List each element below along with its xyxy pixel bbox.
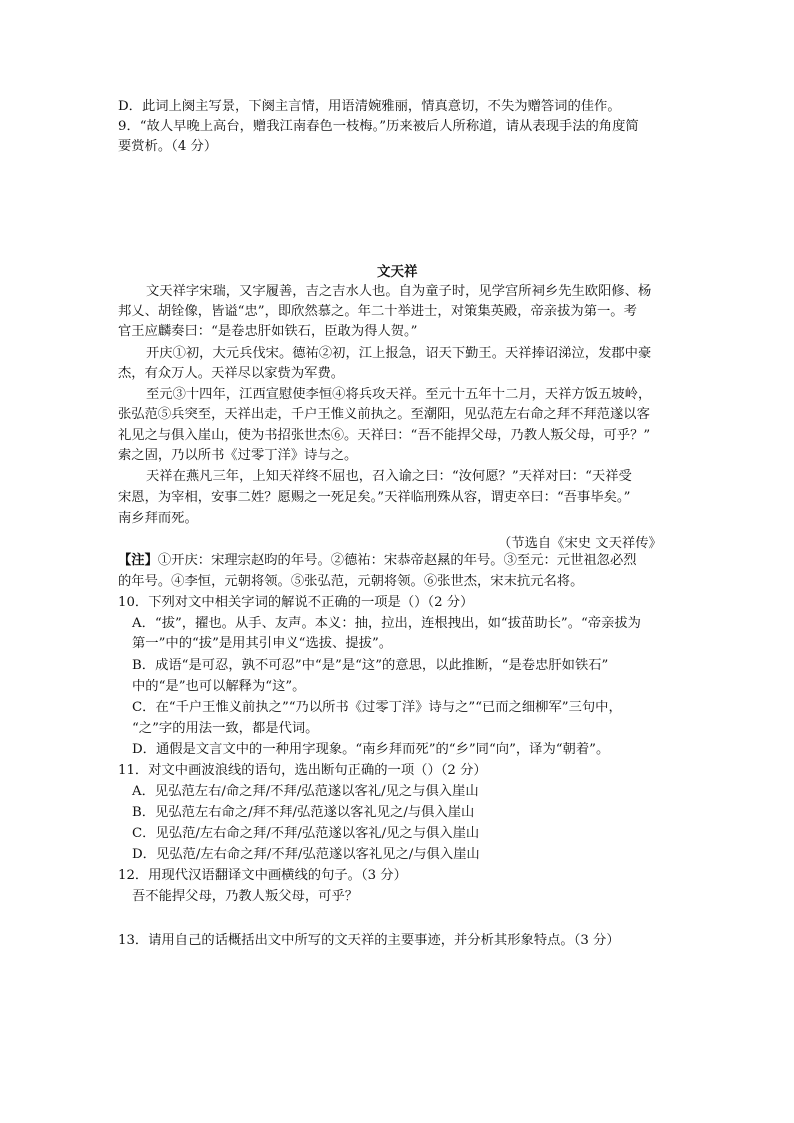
article-line: 文天祥字宋瑞，又字履善，吉之吉水人也。自为童子时，见学宫所祠乡先生欧阳修、杨 (146, 284, 652, 299)
question-12: 12．用现代汉语翻译文中画横线的句子。（3 分） (118, 868, 407, 883)
q10-option-b-cont: 中的“是”也可以解释为“这”。 (132, 679, 306, 694)
option-d-text: D．此词上阕主写景，下阕主言情，用语清婉雅丽，情真意切，不失为赠答词的佳作。 (118, 99, 621, 114)
article-line: 至元③十四年，江西宣慰使李恒④将兵攻天祥。至元十五年十二月，天祥方饭五坡岭， (146, 387, 652, 402)
article-line: 天祥在燕凡三年，上知天祥终不屈也，召入谕之曰：“汝何愿？”天祥对曰：“天祥受 (146, 469, 632, 484)
article-line: 杰，有众万人。天祥尽以家赀为军费。 (118, 366, 345, 381)
notes-text: ①开庆：宋理宗赵昀的年号。②德祐：宋恭帝赵㬎的年号。③至元：元世祖忽必烈 (157, 553, 637, 568)
q10-option-c-cont: “之”字的用法一致，都是代词。 (132, 721, 319, 736)
q10-option-a: A．“拔”，擢也。从手、友声。本义：抽，拉出，连根拽出，如“拔苗助长”。“帝亲拔为 (132, 616, 641, 631)
q10-option-d: D．通假是文言文中的一种用字现象。“南乡拜而死”的“乡”同“向”，译为“朝着”。 (132, 742, 610, 757)
article-line: 张弘范⑤兵突至，天祥出走，千户王惟义前执之。至潮阳，见弘范左右命之拜不拜范遂以客 (118, 407, 650, 422)
q10-option-c: C．在“千户王惟义前执之”“乃以所书《过零丁洋》诗与之”“已而之细柳军”三句中， (132, 700, 622, 715)
article-line: 官王应麟奏曰：“是卷忠肝如铁石，臣敢为得人贺。” (118, 324, 418, 339)
q10-option-a-cont: 第一”中的“拔”是用其引申义“选拔、提拔”。 (132, 636, 393, 651)
q11-option-d: D．见弘范/左右命之拜/不拜/弘范遂以客礼见之/与俱入崖山 (132, 847, 480, 862)
question-13: 13．请用自己的话概括出文中所写的文天祥的主要事迹，并分析其形象特点。（3 分） (118, 933, 620, 948)
question-10: 10．下列对文中相关字词的解说不正确的一项是（）（2 分） (118, 595, 474, 610)
q11-option-a: A．见弘范左右/命之拜/不拜/弘范遂以客礼/见之与俱入崖山 (132, 784, 479, 799)
question-9-line2: 要赏析。（4 分） (118, 139, 218, 154)
q10-option-b: B．成语“是可忍，孰不可忍”中“是”是“这”的意思，以此推断，“是卷忠肝如铁石” (132, 658, 609, 673)
article-source: （节选自《宋史 文天祥传》 (498, 536, 662, 551)
question-9-line1: 9．“故人早晚上高台，赠我江南春色一枝梅。”历来被后人所称道，请从表现手法的角度简 (118, 119, 639, 134)
article-line: 索之固，乃以所书《过零丁洋》诗与之。 (118, 448, 358, 463)
article-title: 文天祥 (377, 264, 418, 280)
article-line: 南乡拜而死。 (118, 511, 198, 526)
q11-option-b: B．见弘范左右命之/拜不拜/弘范遂以客礼见之/与俱入崖山 (132, 805, 475, 820)
q12-sentence: 吾不能捍父母，乃教人叛父母，可乎？ (132, 889, 359, 904)
article-line: 礼见之与俱入崖山，使为书招张世杰⑥。天祥曰：“吾不能捍父母，乃教人叛父母，可乎？” (118, 428, 651, 443)
question-11: 11．对文中画波浪线的语句，选出断句正确的一项（）（2 分） (118, 763, 487, 778)
article-line: 开庆①初，大元兵伐宋。德祐②初，江上报急，诏天下勤王。天祥捧诏涕泣，发郡中豪 (146, 346, 652, 361)
q11-option-c: C．见弘范/左右命之拜/不拜/弘范遂以客礼/见之与俱入崖山 (132, 826, 480, 841)
article-line: 宋恩，为宰相，安事二姓？愿赐之一死足矣。”天祥临刑殊从容，谓吏卒曰：“吾事毕矣。” (118, 490, 631, 505)
notes-line1 (118, 551, 637, 571)
article-line: 邦乂、胡铨像，皆谥“忠”，即欣然慕之。年二十举进士，对策集英殿，帝亲拔为第一。考 (118, 304, 637, 319)
notes-line2: 的年号。④李恒，元朝将领。⑤张弘范，元朝将领。⑥张世杰，宋末抗元名将。 (118, 574, 584, 589)
notes-label: 【注】 (118, 553, 158, 568)
